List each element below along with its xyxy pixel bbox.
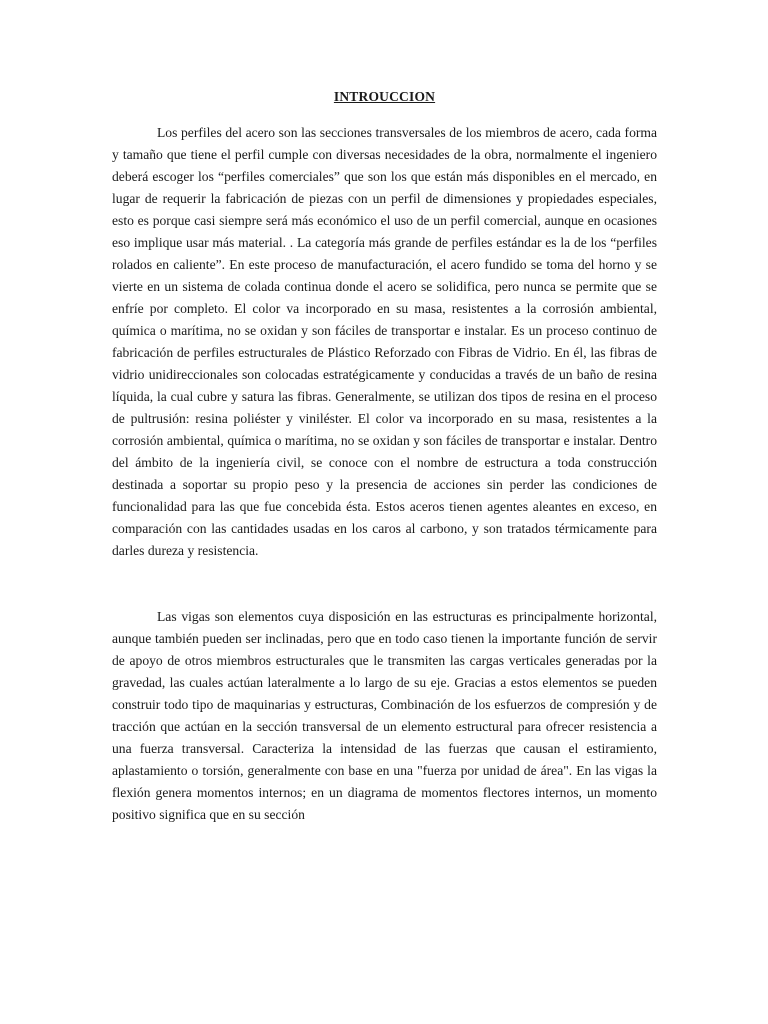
document-page <box>112 86 657 826</box>
paragraph-vigas: Las vigas son elementos cuya disposición en las estructuras es principalmente horizontal, aunque también pueden ser inclinadas, pero que en todo caso tienen la importante función de servir de apoyo de otros miembros estructurales que le transmiten las cargas verticales generadas por la gravedad, las cuales actúan lateralmente a lo largo de su eje. Gracias a estos elementos se pueden construir todo tipo de maquinarias y estructuras, Combinación de los esfuerzos de compresión y de tracción que actúan en la sección transversal de un elemento estructural para ofrecer resistencia a una fuerza transversal. Caracteriza la intensidad de las fuerzas que causan el estiramiento, aplastamiento o torsión, generalmente con base en una "fuerza por unidad de área". En las vigas la flexión genera momentos internos; en un diagrama de momentos flectores internos, un momento positivo significa que en su sección <box>112 609 657 822</box>
paragraph-perfiles-acero: Los perfiles del acero son las secciones transversales de los miembros de acero, cada forma y tamaño que tiene el perfil cumple con diversas necesidades de la obra, normalmente el ingeniero deberá escoger los “perfiles comerciales” que son los que están más disponibles en el mercado, en lugar de requerir la fabricación de piezas con un perfil de dimensiones y propiedades especiales, esto es porque casi siempre será más económico el uso de un perfil comercial, aunque en ocasiones eso implique usar más material. . La categoría más grande de perfiles estándar es la de los “perfiles rolados en caliente”. En este proceso de manufacturación, el acero fundido se toma del horno y se vierte en un sistema de colada continua donde el acero se solidifica, pero nunca se permite que se enfríe por completo. El color va incorporado en su masa, resistentes a la corrosión ambiental, química o marítima, no se oxidan y son fáciles de transportar e instalar. Es un proceso continuo de fabricación de perfiles estructurales de Plástico Reforzado con Fibras de Vidrio. En él, las fibras de vidrio unidireccionales son colocadas estratégicamente y conducidas a través de un baño de resina líquida, la cual cubre y satura las fibras. Generalmente, se utilizan dos tipos de resina en el proceso de pultrusión: resina poliéster y viniléster. El color va incorporado en su masa, resistentes a la corrosión ambiental, química o marítima, no se oxidan y son fáciles de transportar e instalar. Dentro del ámbito de la ingeniería civil, se conoce con el nombre de estructura a toda construcción destinada a soportar su propio peso y la presencia de acciones sin perder las condiciones de funcionalidad para las que fue concebida ésta. Estos aceros tienen agentes aleantes en exceso, en comparación con las cantidades usadas en los caros al carbono, y son tratados térmicamente para darles dureza y resistencia. <box>112 125 657 558</box>
document-title: INTROUCCION <box>333 89 436 104</box>
